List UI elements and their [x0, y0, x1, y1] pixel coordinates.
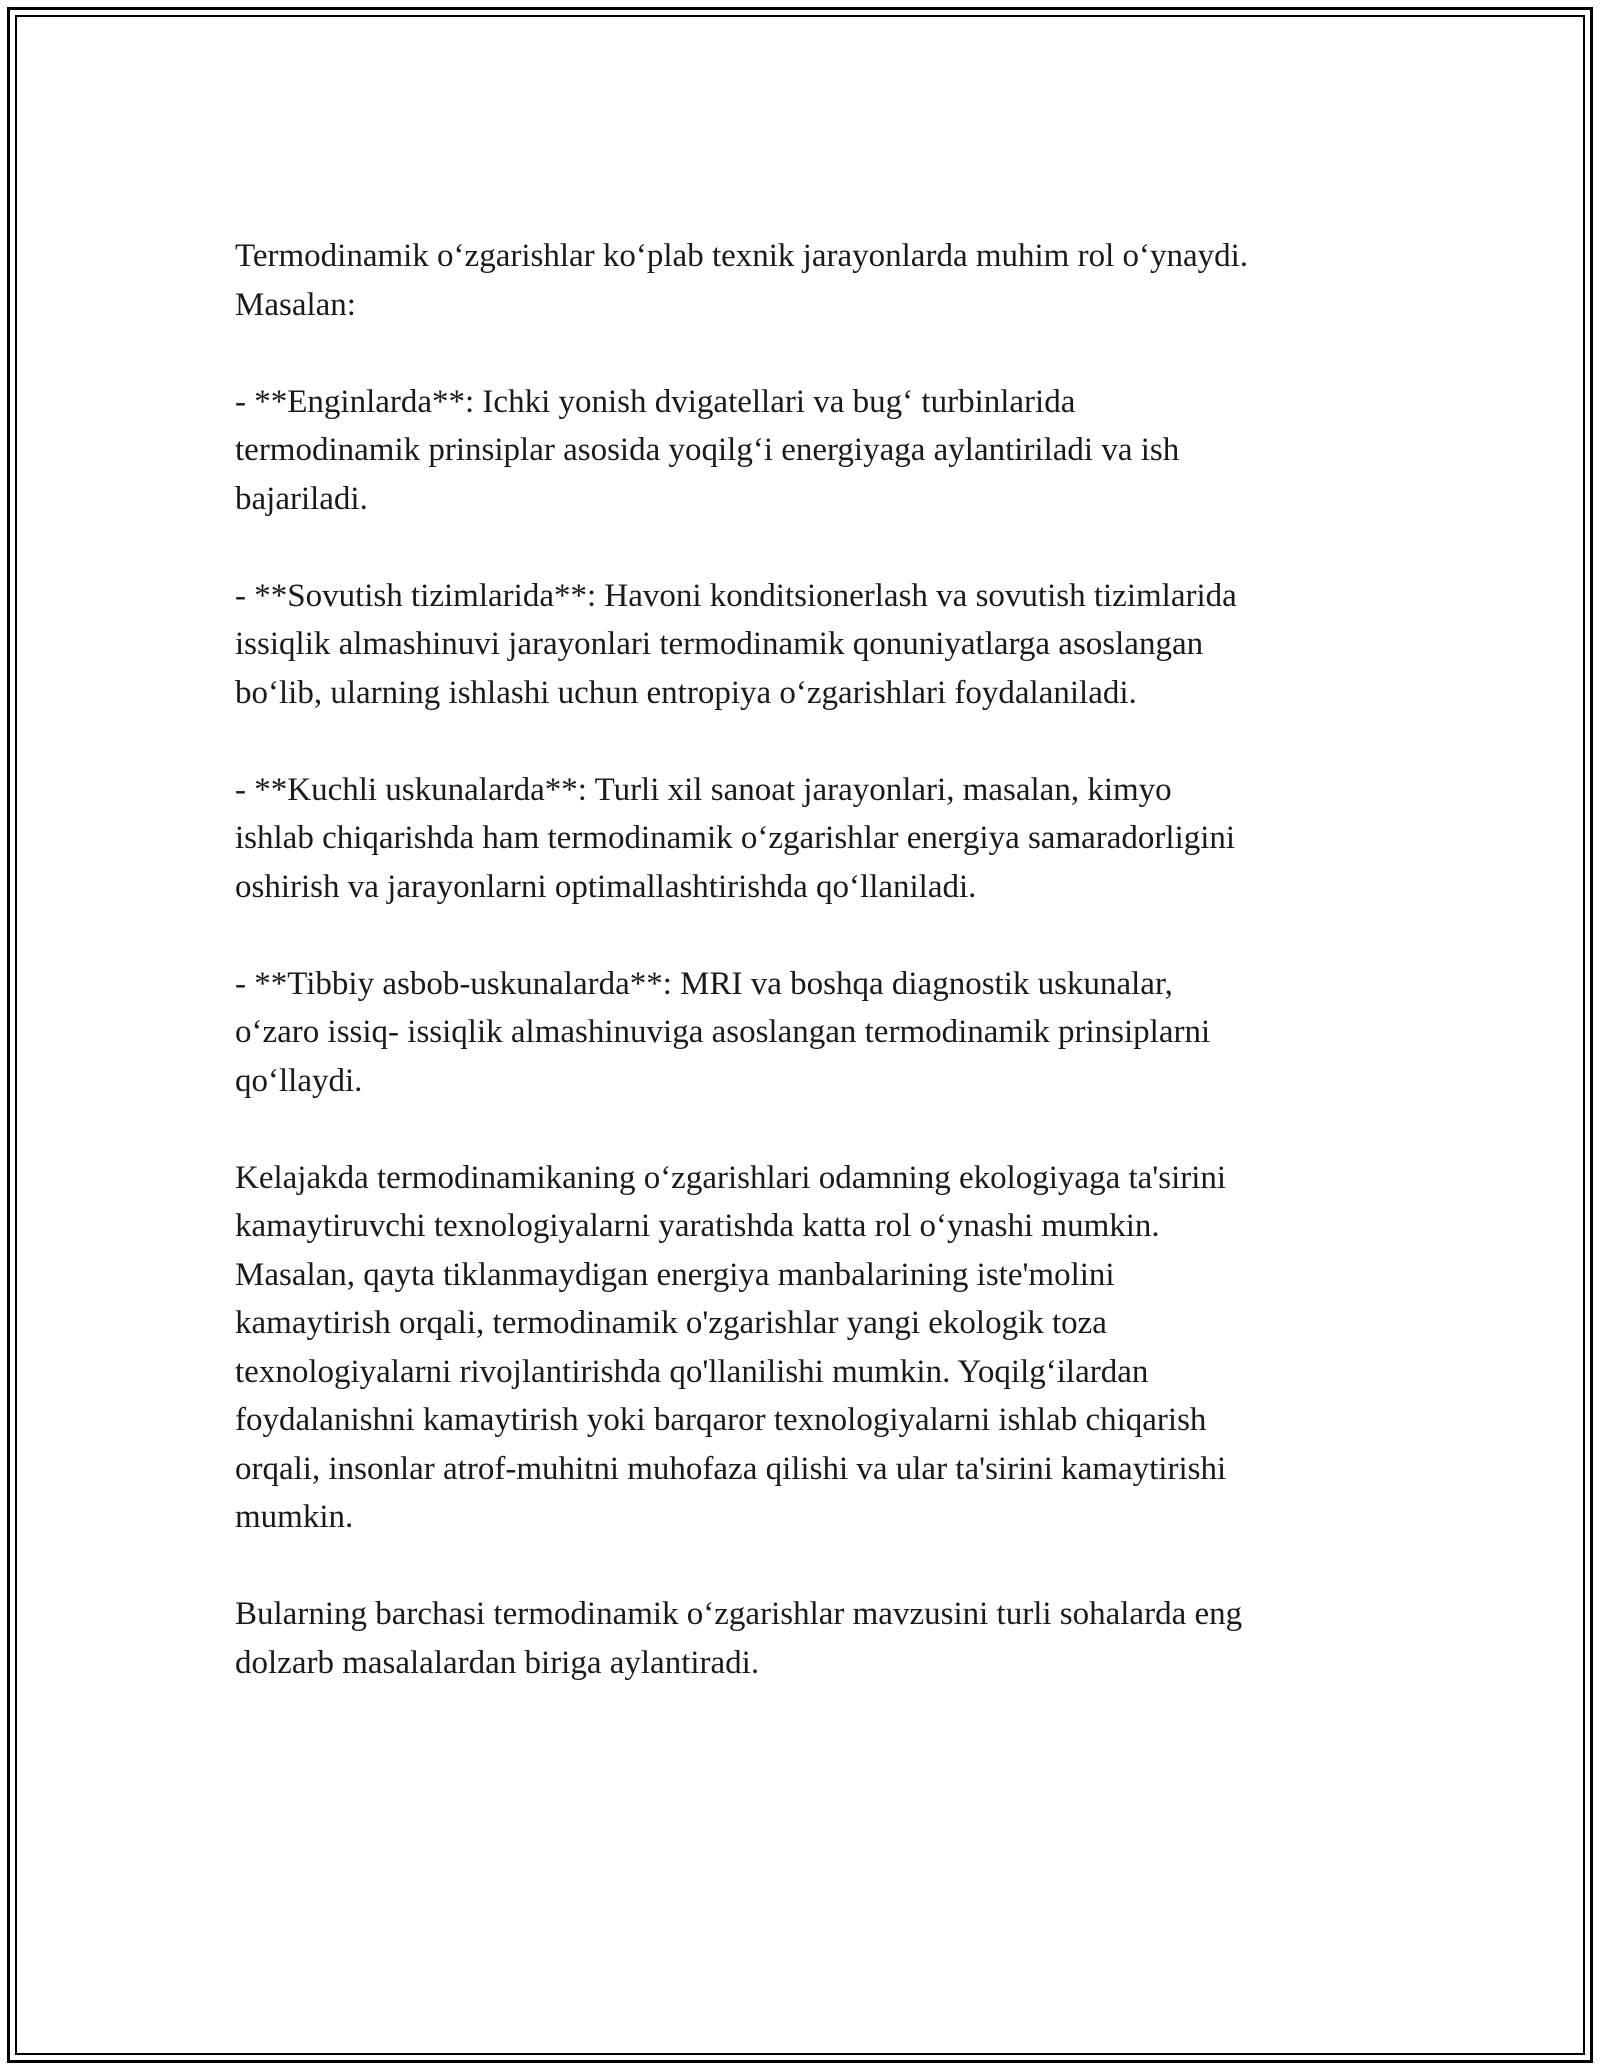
list-item-engines: - **Enginlarda**: Ichki yonish dvigatellari va bug‘ turbinlarida termodinamik prinsiplar asosida yoqilg‘i energiyaga aylantiriladi va ish bajariladi. — [235, 383, 1180, 517]
list-item-heavy-equipment: - **Kuchli uskunalarda**: Turli xil sanoat jarayonlari, masalan, kimyo ishlab chiqarishda ham termodinamik o‘zgarishlar energiya samaradorligini oshirish va jarayonlarni optimallashtirishda qo‘llaniladi. — [235, 771, 1236, 905]
paragraph-future: Kelajakda termodinamikaning o‘zgarishlari odamning ekologiyaga ta'sirini kamaytiruvchi texnologiyalarni yaratishda katta rol o‘ynashi mumkin. Masalan, qayta tiklanmaydigan energiya manbalarining iste'molini kamaytirish orqali, termodinamik o'zgarishlar yangi ekologik toza texnologiyalarni rivojlantirishda qo'llanilishi mumkin. Yoqilg‘ilardan foydalanishni kamaytirish yoki barqaror texnologiyalarni ishlab chiqarish orqali, insonlar atrof-muhitni muhofaza qilishi va ular ta'sirini kamaytirishi mumkin. — [235, 1159, 1227, 1535]
document-body — [235, 232, 1375, 1687]
paragraph-intro: Termodinamik o‘zgarishlar ko‘plab texnik jarayonlarda muhim rol o‘ynaydi. Masalan: — [235, 238, 1249, 323]
paragraph-conclusion: Bularning barchasi termodinamik o‘zgarishlar mavzusini turli sohalarda eng dolzarb masalalardan biriga aylantiradi. — [235, 1596, 1243, 1681]
list-item-medical-equipment: - **Tibbiy asbob-uskunalarda**: MRI va boshqa diagnostik uskunalar, o‘zaro issiq- issiqlik almashinuviga asoslangan termodinamik prinsiplarni qo‘llaydi. — [235, 965, 1211, 1099]
list-item-cooling-systems: - **Sovutish tizimlarida**: Havoni konditsionerlash va sovutish tizimlarida issiqlik almashinuvi jarayonlari termodinamik qonuniyatlarga asoslangan bo‘lib, ularning ishlashi uchun entropiya o‘zgarishlari foydalaniladi. — [235, 577, 1237, 711]
